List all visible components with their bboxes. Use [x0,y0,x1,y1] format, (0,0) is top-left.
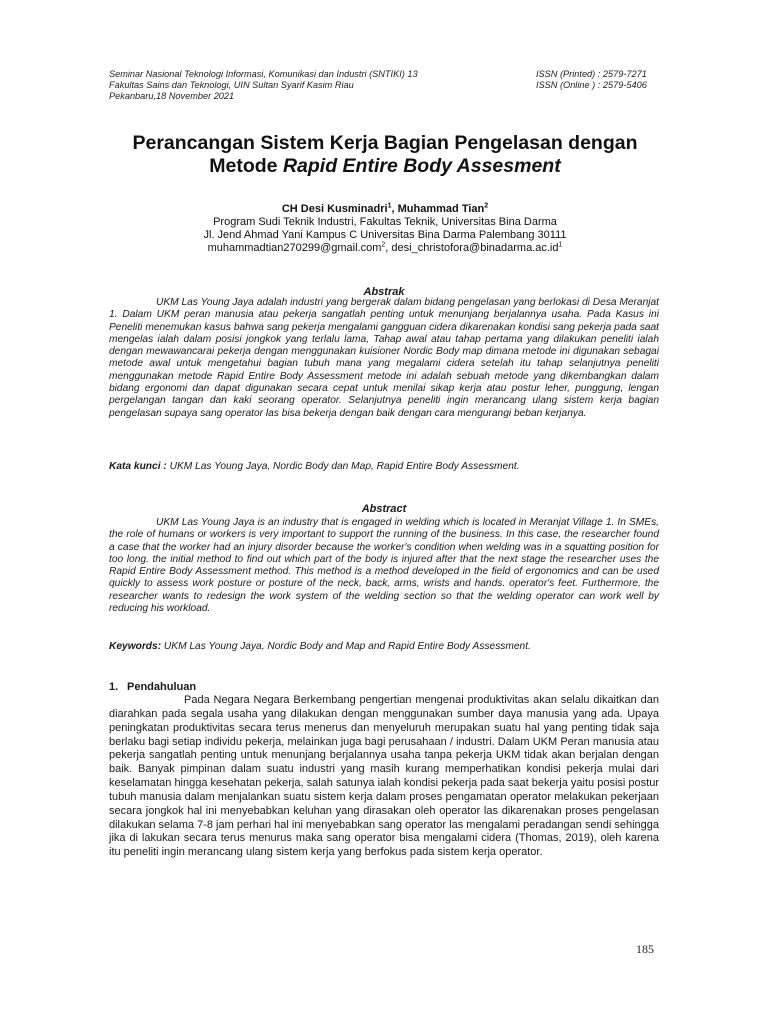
author-1: CH Desi Kusminadri [281,203,388,215]
abstract-body [109,517,659,615]
email-1[interactable]: muhammadtian270299@gmail.com [207,242,382,254]
author-2-sup: 2 [484,202,489,210]
keywords-label: Keywords: [109,641,162,652]
author-block [60,203,710,255]
author-emails [60,242,710,255]
email-1-sup: 2 [381,241,386,249]
conference-date: Pekanbaru,18 November 2021 [109,91,235,101]
running-header-right [536,69,676,91]
abstrak-heading: Abstrak [363,286,405,298]
author-2: Muhammad Tian [397,203,485,215]
conference-name: Seminar Nasional Teknologi Informasi, Komunikasi dan Industri (SNTIKI) 13 [109,69,418,79]
title-line-2 [60,155,710,178]
author-1-sup: 1 [387,202,392,210]
issn-printed: ISSN (Printed) : 2579-7271 [536,69,647,79]
title-line-2-plain: Metode [209,155,283,177]
section-1-paragraph: Pada Negara Negara Berkembang pengertian mengenai produktivitas akan selalu dikaitkan dan diarahkan pada segala usaha yang dilakukan dengan menggunakan sumber daya manusia yang ada. Upaya peningkatan produktivitas secara terus menerus dan menyeluruh merupakan suatu hal yang penting tidak saja berlaku bagi setiap individu pekerja, melainkan juga bagi perusahaan / industri. Dalam UKM Peran manusia atau pekerja sangatlah penting untuk menunjang berjalannya usaha tanpa pekerja UKM tidak akan berjalan dengan baik. Banyak pimpinan dalam suatu industri yang masih kurang memperhatikan kondisi pekerja mulai dari keselamatan hingga kesehatan pekerja, salah satunya ialah kondisi pekerja pada saat bekerja yaitu posisi postur tubuh manusia dalam menjalankan suatu sistem kerja dalam proses pengamatan operator melakukan pekerjaan secara jongkok hal ini menyebabkan keluhan yang dirasakan oleh operator las dikarenakan proses pengelasan dilakukan selama 7-8 jam perhari hal ini menyebabkan sang operator las mengalami peradangan sendi sehingga jika di lakukan secara terus menurus maka sang operator bisa mengalami cidera (Thomas, 2019), oleh karena itu peneliti ingin merancang ulang sistem kerja yang berfokus pada sistem kerja operator. [109,694,659,859]
section-1-heading [109,681,196,693]
kata-kunci-label: Kata kunci : [109,461,167,472]
keywords-text: UKM Las Young Jaya, Nordic Body and Map and Rapid Entire Body Assessment. [161,641,531,652]
title-line-1: Perancangan Sistem Kerja Bagian Pengelasan dengan [132,132,638,154]
kata-kunci [109,461,659,473]
conference-faculty: Fakultas Sains dan Teknologi, UIN Sultan Syarif Kasim Riau [109,80,354,90]
author-separator: , [391,203,398,215]
abstract-heading: Abstract [361,503,407,515]
affiliation-address: Jl. Jend Ahmad Yani Kampus C Universitas Bina Darma Palembang 30111 [203,229,567,241]
affiliation-program: Program Sudi Teknik Industri, Fakultas Teknik, Universitas Bina Darma [213,216,557,228]
abstrak-body [109,297,659,420]
email-2-sup: 1 [558,241,563,249]
paper-title [60,132,710,178]
author-names [60,203,710,216]
section-1-number: 1. [109,681,119,693]
section-1-body [109,694,659,860]
page-number: 185 [636,942,654,956]
abstrak-text: UKM Las Young Jaya adalah industri yang bergerak dalam bidang pengelasan yang berlokasi di Desa Meranjat 1. Dalam UKM peran manusia atau pekerja sangatlah penting untuk menunjang berjalannya usaha. Pada Kasus ini Peneliti menemukan kasus bahwa sang pekerja mengalami gangguan cidera dikarenakan kondisi sang pekerja pada saat mengelas ialah dalam posisi jongkok yang terlalu lama, Tahap awal atau tahap pertama yang dilakukan peneliti ialah dengan mewawancarai pekerja dengan menggunakan kuisioner Nordic Body map dimana metode ini digunakan sebagai metode awal untuk mengetahui bagian tubuh mana yang megalami cidera setelah itu tahap selanjutnya peneliti menggunakan metode Rapid Entire Body Assessment metode ini adalah sebuah metode yang dikembangkan dalam bidang ergonomi dan dapat digunakan secara cepat untuk menilai sikap kerja atau postur leher, punggung, lengan pergelangan tangan dan kaki seorang operator. Selanjutnya peneliti ingin merancang ulang sistem kerja bagian pengelasan supaya sang operator las bisa bekerja dengan baik dengan cara mengurangi beban kerjanya. [109,297,659,419]
keywords [109,641,659,653]
running-header-left [109,69,509,102]
issn-online: ISSN (Online ) : 2579-5406 [536,80,647,90]
email-2[interactable]: , desi_christofora@binadarma.ac.id [385,242,559,254]
abstract-text: UKM Las Young Jaya is an industry that is engaged in welding which is located in Meranjat Village 1. In SMEs, the role of humans or workers is very important to support the running of the business. In this case, the researcher found a case that the worker had an injury disorder because the worker's condition when welding was in a squatting position for too long. the initial method to find out which part of the body is injured after that the next stage the researcher uses the Rapid Entire Body Assessment method. This method is a method developed in the field of ergonomics and can be used quickly to assess work posture or posture of the neck, back, arms, wrists and hands. operator's feet. Furthermore, the researcher wants to redesign the work system of the welding section so that the welding operator can work well by reducing his workload. [109,517,659,615]
title-line-2-italic: Rapid Entire Body Assesment [282,155,561,177]
kata-kunci-text: UKM Las Young Jaya, Nordic Body dan Map, Rapid Entire Body Assessment. [166,461,520,472]
section-1-title: Pendahuluan [127,681,197,693]
